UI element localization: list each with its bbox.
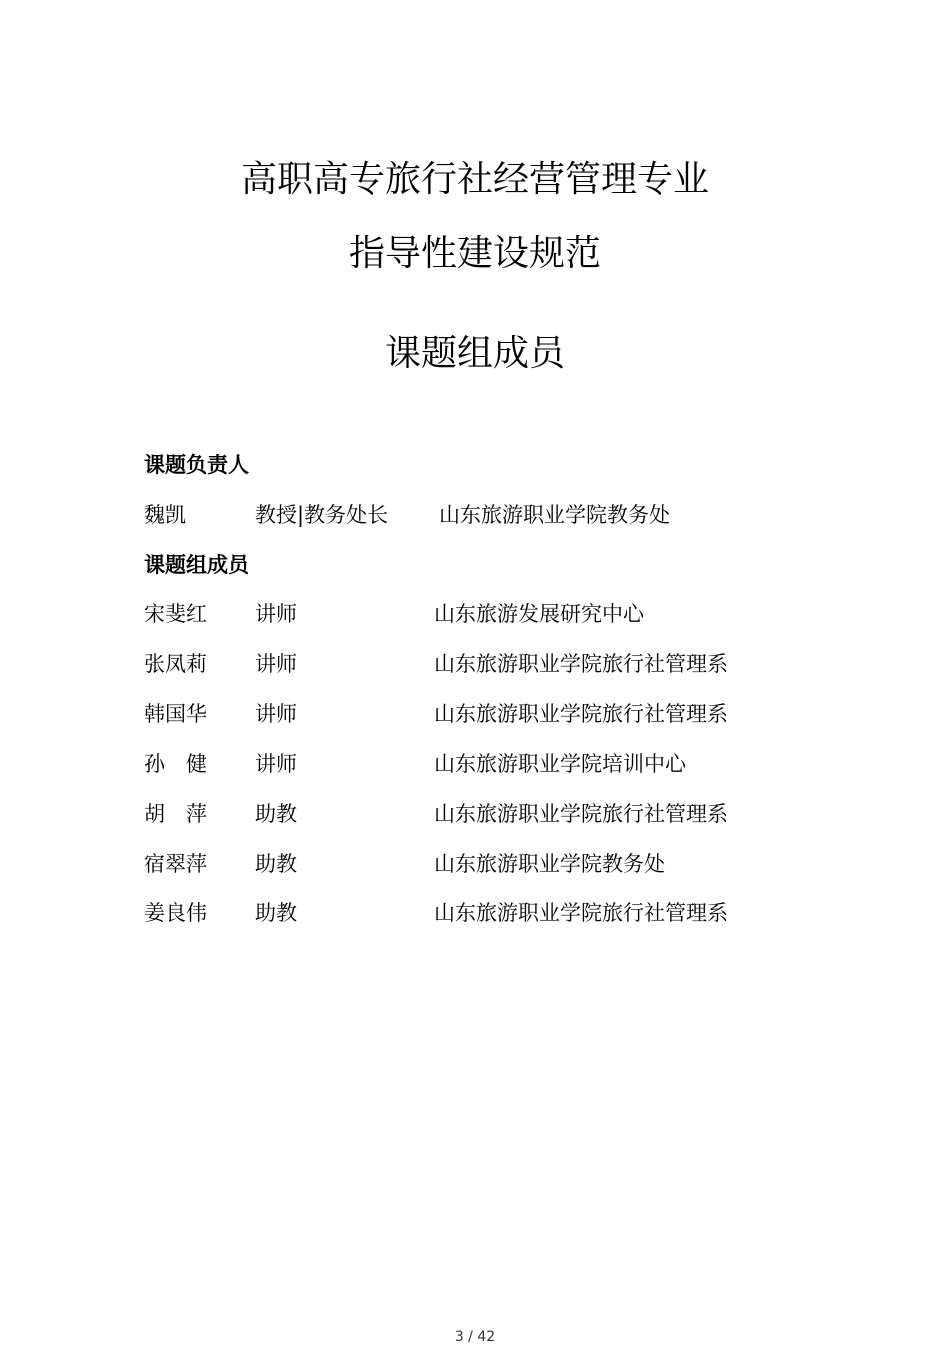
member-title: 助教: [255, 852, 297, 876]
member-name: 姜良伟: [144, 901, 207, 925]
member-name: 魏凯: [144, 503, 186, 527]
member-row: [144, 849, 844, 879]
member-name: 孙 健: [144, 752, 207, 776]
member-organization: 山东旅游职业学院教务处: [434, 852, 665, 876]
member-organization: 山东旅游职业学院旅行社管理系: [434, 652, 728, 676]
document-title-line-1: 高职高专旅行社经营管理专业: [240, 159, 709, 200]
leader-row: [144, 500, 844, 530]
member-row: [144, 749, 844, 779]
member-title: 讲师: [255, 602, 297, 626]
member-title: 讲师: [255, 652, 297, 676]
member-title: 讲师: [255, 702, 297, 726]
member-row: [144, 898, 844, 928]
member-row: [144, 699, 844, 729]
document-title-line-2: 指导性建设规范: [348, 233, 601, 274]
member-organization: 山东旅游职业学院教务处: [439, 503, 670, 527]
member-organization: 山东旅游发展研究中心: [434, 602, 644, 626]
member-name: 宋斐红: [144, 602, 207, 626]
member-organization: 山东旅游职业学院旅行社管理系: [434, 802, 728, 826]
member-organization: 山东旅游职业学院旅行社管理系: [434, 901, 728, 925]
document-subtitle: 课题组成员: [384, 333, 565, 374]
member-row: [144, 649, 844, 679]
member-name: 张凤莉: [144, 652, 207, 676]
member-title: 助教: [255, 901, 297, 925]
member-organization: 山东旅游职业学院培训中心: [434, 752, 686, 776]
member-row: [144, 599, 844, 629]
member-name: 宿翠萍: [144, 852, 207, 876]
members-section-heading: 课题组成员: [144, 553, 249, 577]
member-title: 讲师: [255, 752, 297, 776]
leader-section-heading: 课题负责人: [144, 453, 249, 477]
member-organization: 山东旅游职业学院旅行社管理系: [434, 702, 728, 726]
member-title: 教授|教务处长: [255, 503, 389, 527]
member-title: 助教: [255, 802, 297, 826]
member-name: 胡 萍: [144, 802, 207, 826]
page-indicator: 3 / 42: [454, 1329, 496, 1345]
member-row: [144, 799, 844, 829]
member-name: 韩国华: [144, 702, 207, 726]
